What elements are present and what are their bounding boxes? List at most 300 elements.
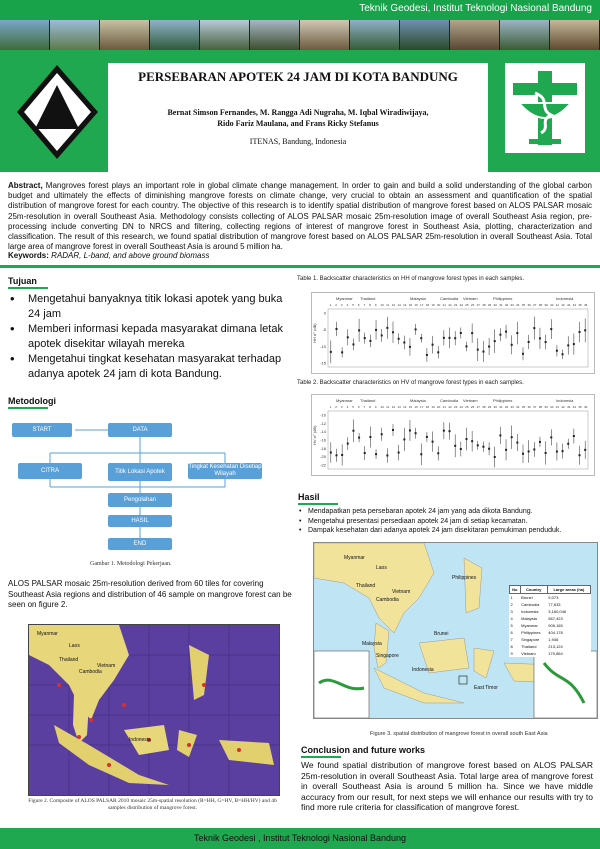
sample-number: 26 xyxy=(470,405,475,409)
table2-chart-svg xyxy=(312,395,594,475)
plot-frame xyxy=(328,411,588,469)
sample-mean-marker xyxy=(352,343,354,345)
table-row xyxy=(510,608,591,615)
table-row xyxy=(510,601,591,608)
table-header: Country xyxy=(520,586,547,594)
sample-number: 26 xyxy=(470,303,475,307)
country-label: Indonesia xyxy=(556,296,574,301)
map-label: Indonesia xyxy=(129,737,151,743)
sample-number: 27 xyxy=(476,405,480,409)
sample-number: 33 xyxy=(510,405,514,409)
alos-paragraph: ALOS PALSAR mosaic 25m-resolution derived from 60 tiles for covering Southeast Asia regions and distribution of 46 sample on mangrove forest can be seen on figure 2. xyxy=(8,579,292,609)
sample-number: 4 xyxy=(346,405,349,409)
flow-box-end: END xyxy=(108,538,172,550)
sample-mean-marker xyxy=(499,334,501,336)
table-cell: 905,165 xyxy=(548,623,563,628)
map-label: Indonesia xyxy=(412,667,434,673)
photo-tile xyxy=(0,20,50,50)
country-label: Indonesia xyxy=(556,398,574,403)
sample-mean-marker xyxy=(437,452,439,454)
sample-number: 45 xyxy=(578,405,582,409)
sample-number: 41 xyxy=(555,405,560,409)
sample-mean-marker xyxy=(528,341,530,343)
sample-number: 23 xyxy=(453,303,458,307)
table-cell: 2 xyxy=(510,602,513,607)
sample-number: 46 xyxy=(583,405,588,409)
table-cell: 1 xyxy=(510,595,513,600)
sample-number: 14 xyxy=(403,405,407,409)
list-item: • Mengetahui tingkat kesehatan masyarakat terhadap adanya apotek 24 jam di kota Bandung. xyxy=(8,352,293,381)
sample-number: 28 xyxy=(482,303,486,307)
sample-number: 44 xyxy=(572,303,577,307)
y-tick-label: 0 xyxy=(323,310,326,316)
sample-mean-marker xyxy=(443,430,445,432)
sample-mean-marker xyxy=(482,351,484,353)
photo-strip xyxy=(0,20,600,50)
sample-mean-marker xyxy=(465,438,467,440)
map-label: Singapore xyxy=(376,653,399,659)
sample-number: 2 xyxy=(335,405,337,409)
sample-mean-marker xyxy=(403,438,405,440)
sample-number: 12 xyxy=(391,303,396,307)
y-axis-label: HV σ° (dB) xyxy=(312,425,317,445)
table-row xyxy=(510,594,591,602)
photo-tile xyxy=(250,20,300,50)
sample-mean-marker xyxy=(562,450,564,452)
sample-mean-marker xyxy=(369,436,371,438)
plot-frame xyxy=(328,309,588,367)
sample-number: 30 xyxy=(493,303,497,307)
sample-mean-marker xyxy=(516,442,518,444)
photo-tile xyxy=(500,20,550,50)
sample-mean-marker xyxy=(347,443,349,445)
sample-number: 25 xyxy=(465,405,469,409)
photo-tile xyxy=(550,20,600,50)
sample-mean-marker xyxy=(556,451,558,453)
sample-number: 5 xyxy=(352,303,354,307)
sample-number: 10 xyxy=(380,405,384,409)
map-label: Brunei xyxy=(434,631,449,637)
table-cell: 9,073 xyxy=(548,595,559,600)
sample-mean-marker xyxy=(567,344,569,346)
table-cell: 6 xyxy=(510,630,513,635)
sample-number: 8 xyxy=(369,405,371,409)
map-label: Vietnam xyxy=(97,663,116,669)
sample-mean-marker xyxy=(335,454,337,456)
figure1-caption: Gambar 1. Metodologi Pekerjaan. xyxy=(90,561,172,567)
sample-number: 4 xyxy=(346,303,349,307)
sample-mean-marker xyxy=(341,454,343,456)
sample-mean-marker xyxy=(432,441,434,443)
map-label: East Timor xyxy=(474,685,498,691)
map-label: Myanmar xyxy=(37,631,58,637)
y-tick-label: -16 xyxy=(320,437,326,443)
sample-mean-marker xyxy=(516,332,518,334)
sample-mean-marker xyxy=(545,341,547,343)
photo-tile xyxy=(50,20,100,50)
methodology-flowchart xyxy=(10,415,290,560)
table-cell: 404,178 xyxy=(548,630,563,635)
photo-tile xyxy=(100,20,150,50)
sample-mean-marker xyxy=(415,432,417,434)
sample-mean-marker xyxy=(494,456,496,458)
sample-number: 32 xyxy=(504,303,509,307)
sample-number: 19 xyxy=(431,405,435,409)
sample-mean-marker xyxy=(511,344,513,346)
sample-number: 35 xyxy=(521,405,526,409)
sample-number: 38 xyxy=(538,303,543,307)
table-row xyxy=(510,643,591,650)
table-cell: Brunei xyxy=(521,595,533,600)
table-cell: 213,124 xyxy=(548,644,563,649)
table-cell: 567,423 xyxy=(548,616,563,621)
sample-number: 34 xyxy=(516,405,520,409)
sample-number: 35 xyxy=(521,303,526,307)
section-divider xyxy=(0,265,600,268)
sample-mean-marker xyxy=(409,429,411,431)
sample-number: 11 xyxy=(386,405,390,409)
sample-mean-marker xyxy=(358,437,360,439)
sample-mean-marker xyxy=(539,337,541,339)
sample-number: 36 xyxy=(527,405,531,409)
sample-number: 22 xyxy=(448,303,452,307)
sample-mean-marker xyxy=(488,346,490,348)
sample-mean-marker xyxy=(522,453,524,455)
y-tick-label: -12 xyxy=(320,420,326,426)
sample-number: 18 xyxy=(425,405,430,409)
photo-tile xyxy=(150,20,200,50)
sample-number: 20 xyxy=(437,405,441,409)
sample-mean-marker xyxy=(358,329,360,331)
sample-number: 39 xyxy=(544,405,548,409)
sample-mean-marker xyxy=(488,448,490,450)
sample-mean-marker xyxy=(522,353,524,355)
sample-mean-marker xyxy=(443,337,445,339)
figure3-caption: Figure 3. spatial distribution of mangrove forest in overall south East Asia xyxy=(370,731,548,737)
map-label: Laos xyxy=(69,643,80,649)
sample-mean-marker xyxy=(465,345,467,347)
sample-number: 31 xyxy=(499,405,503,409)
sample-mean-marker xyxy=(375,329,377,331)
table1-chart-svg xyxy=(312,293,594,373)
sample-number: 42 xyxy=(561,405,565,409)
sample-number: 10 xyxy=(380,303,384,307)
sample-mean-marker xyxy=(330,452,332,454)
figure2-map-graphic xyxy=(29,625,279,795)
figure2-caption: Figure 2. Composite of ALOS PALSAR 2010 mosaic 25m-spatial resolution (R=HH, G=HV, B=HH/HV) and 46 samples distribution of mangrove forest. xyxy=(28,798,277,811)
country-label: Philippines xyxy=(493,296,513,301)
table2-chart xyxy=(311,394,595,476)
sample-mean-marker xyxy=(573,343,575,345)
sample-number: 7 xyxy=(363,405,366,409)
country-label: Thailand xyxy=(360,296,376,301)
table-cell: 7 xyxy=(510,637,513,642)
sample-mean-marker xyxy=(454,445,456,447)
sample-number: 12 xyxy=(391,405,396,409)
y-tick-label: -15 xyxy=(320,360,326,366)
flow-box-start: START xyxy=(12,423,72,437)
sample-mean-marker xyxy=(449,337,451,339)
tujuan-list xyxy=(8,292,293,382)
map-label: Myanmar xyxy=(344,555,365,561)
poster-title: PERSEBARAN APOTEK 24 JAM DI KOTA BANDUNG xyxy=(138,69,458,84)
sample-mean-marker xyxy=(545,452,547,454)
sample-mean-marker xyxy=(347,336,349,338)
sample-number: 38 xyxy=(538,405,543,409)
sample-number: 9 xyxy=(374,303,377,307)
y-tick-label: -10 xyxy=(320,412,326,418)
sample-number: 11 xyxy=(386,303,390,307)
sample-number: 43 xyxy=(567,303,571,307)
map-label: Laos xyxy=(376,565,387,571)
flow-box-data: DATA xyxy=(108,423,172,437)
sample-number: 23 xyxy=(453,405,458,409)
sample-mean-marker xyxy=(335,328,337,330)
sample-mean-marker xyxy=(528,450,530,452)
sample-mean-marker xyxy=(579,454,581,456)
table-cell: Malaysia xyxy=(521,616,537,621)
affiliation: ITENAS, Bandung, Indonesia xyxy=(249,137,347,146)
sample-mean-marker xyxy=(573,435,575,437)
sample-mean-marker xyxy=(432,344,434,346)
map-label: Philippines xyxy=(452,575,477,581)
sample-number: 17 xyxy=(420,303,424,307)
table1-chart xyxy=(311,292,595,374)
sample-number: 1 xyxy=(329,405,332,409)
sample-number: 6 xyxy=(357,405,360,409)
sample-number: 22 xyxy=(448,405,452,409)
flow-box-tingkat-kesehatan: Tingkat Kesehatan Disetiap Wilayah xyxy=(188,464,262,477)
sample-mean-marker xyxy=(579,331,581,333)
flow-box-hasil: HASIL xyxy=(108,515,172,527)
sample-mean-marker xyxy=(386,327,388,329)
sample-number: 3 xyxy=(340,405,343,409)
table-row xyxy=(510,615,591,622)
sample-mean-marker xyxy=(550,436,552,438)
table-header: No xyxy=(510,586,521,594)
table-cell: 77,633 xyxy=(548,602,561,607)
sample-number: 21 xyxy=(442,303,447,307)
sample-number: 1 xyxy=(329,303,332,307)
sample-mean-marker xyxy=(460,332,462,334)
sample-number: 2 xyxy=(335,303,337,307)
sample-mean-marker xyxy=(460,448,462,450)
sample-number: 37 xyxy=(533,405,537,409)
sample-mean-marker xyxy=(415,328,417,330)
country-label: Myanmar xyxy=(336,296,353,301)
sample-number: 20 xyxy=(437,303,441,307)
photo-tile xyxy=(350,20,400,50)
sample-number: 37 xyxy=(533,303,537,307)
sample-number: 33 xyxy=(510,303,514,307)
country-label: Vietnam xyxy=(463,398,478,403)
sample-mean-marker xyxy=(454,337,456,339)
sample-number: 16 xyxy=(414,303,418,307)
hasil-heading: Hasil xyxy=(298,492,338,505)
table-row xyxy=(510,622,591,629)
sample-mean-marker xyxy=(567,443,569,445)
tujuan-heading: Tujuan xyxy=(8,276,48,289)
sample-number: 39 xyxy=(544,303,548,307)
photo-tile xyxy=(400,20,450,50)
sample-number: 8 xyxy=(369,303,371,307)
sample-mean-marker xyxy=(364,452,366,454)
country-label: Cambodia xyxy=(440,398,459,403)
sample-number: 16 xyxy=(414,405,418,409)
sample-mean-marker xyxy=(550,328,552,330)
country-label: Thailand xyxy=(360,398,376,403)
sample-mean-marker xyxy=(426,354,428,356)
map-label: Malaysia xyxy=(362,641,382,647)
y-tick-label: -20 xyxy=(320,454,326,460)
sample-number: 14 xyxy=(403,303,407,307)
figure2-map xyxy=(28,624,280,796)
sample-number: 5 xyxy=(352,405,354,409)
sample-mean-marker xyxy=(420,453,422,455)
sample-mean-marker xyxy=(398,452,400,454)
list-item: • Mengetahui banyaknya titik lokasi apotek yang buka 24 jam xyxy=(8,292,293,321)
sample-mean-marker xyxy=(381,433,383,435)
sample-number: 13 xyxy=(397,405,401,409)
list-item: • Dampak kesehatan dari adanya apotek 24 jam disekitaran pemukiman penduduk. xyxy=(298,526,598,536)
sample-number: 29 xyxy=(487,303,492,307)
sample-number: 40 xyxy=(550,405,554,409)
flow-box-titik-lokasi: Titik Lokasi Apotek xyxy=(108,463,172,481)
table-cell: 8 xyxy=(510,644,513,649)
footer-text: Teknik Geodesi , Institut Teknologi Nasional Bandung xyxy=(194,833,406,843)
table-cell: 170,864 xyxy=(548,651,563,656)
sample-mean-marker xyxy=(341,351,343,353)
sample-number: 40 xyxy=(550,303,554,307)
flow-box-pengolahan: Pengolahan xyxy=(108,493,172,507)
sample-number: 3 xyxy=(340,303,343,307)
sample-number: 30 xyxy=(493,405,497,409)
sample-number: 25 xyxy=(465,303,469,307)
list-item: • Memberi informasi kepada masyarakat dimana letak apotek disekitar wilayah mereka xyxy=(8,322,293,351)
sample-mean-marker xyxy=(409,346,411,348)
sample-number: 42 xyxy=(561,303,565,307)
country-label: Philippines xyxy=(493,398,513,403)
sample-mean-marker xyxy=(505,449,507,451)
sample-number: 24 xyxy=(459,405,463,409)
sample-mean-marker xyxy=(511,436,513,438)
sample-mean-marker xyxy=(471,440,473,442)
map-label: Thailand xyxy=(59,657,79,663)
sample-mean-marker xyxy=(392,331,394,333)
map-label: Thailand xyxy=(356,583,376,589)
sample-mean-marker xyxy=(533,448,535,450)
table-cell: Indonesia xyxy=(521,609,539,614)
table-cell: Myanmar xyxy=(521,623,538,628)
sample-mean-marker xyxy=(584,329,586,331)
sample-mean-marker xyxy=(426,436,428,438)
country-label: Malaysia xyxy=(410,296,426,301)
keywords-label: Keywords: xyxy=(8,251,49,260)
sample-number: 36 xyxy=(527,303,531,307)
table-cell: 3 xyxy=(510,609,513,614)
y-tick-label: -22 xyxy=(320,462,326,468)
y-tick-label: -10 xyxy=(320,343,326,349)
footer-bar xyxy=(0,828,600,849)
sample-number: 45 xyxy=(578,303,582,307)
authors-line: Rido Fariz Maulana, and Frans Ricky Stefanus xyxy=(217,119,379,128)
y-tick-label: -5 xyxy=(322,327,326,333)
sample-number: 43 xyxy=(567,405,571,409)
sample-number: 15 xyxy=(408,303,413,307)
table-row xyxy=(510,636,591,643)
sample-mean-marker xyxy=(477,349,479,351)
sample-mean-marker xyxy=(381,334,383,336)
table-cell: Philippines xyxy=(521,630,541,635)
sample-mean-marker xyxy=(352,430,354,432)
photo-tile xyxy=(300,20,350,50)
sample-mean-marker xyxy=(369,340,371,342)
sample-number: 44 xyxy=(572,405,577,409)
sample-mean-marker xyxy=(584,449,586,451)
map-label: Cambodia xyxy=(376,597,399,603)
sample-mean-marker xyxy=(398,338,400,340)
abstract-text: Mangroves forest plays an important role in global climate change management. In order to gain and build a solid understanding of the global carbon budget and ultimately the effects of diminishing mangrove forests on climate change, very crucial to obtain an assessment and quantification of the spatial distribution of mangrove forest for each country. The objective of this research is to identify spatial distribution of mangrove forest based on ALOS PALSAR mosaic 25m-resolution in overall Southeast Asia. Methodology consists collecting of ALOS PALSAR mosaic 25m-resolution image of overall Southeast Asia region, pre-processing include converting DN to NRCS and filtering, collecting regions of interest of mangrove forest in Southeast Asia, plotting, characterization and classification. The result of this research, we found spatial distribution of mangrove forest based on ALOS PALSAR 25m-resolution in overall Southeast Asia. Total large area of mangrove forest in overall Southeast Asia is around 5 million ha. xyxy=(8,181,592,252)
y-axis-label: HH σ° (dB) xyxy=(312,323,317,343)
country-label: Cambodia xyxy=(440,296,459,301)
sample-number: 24 xyxy=(459,303,463,307)
table-cell: Singapore xyxy=(521,637,540,642)
sample-mean-marker xyxy=(477,444,479,446)
sample-mean-marker xyxy=(539,441,541,443)
sample-mean-marker xyxy=(364,337,366,339)
sample-mean-marker xyxy=(533,327,535,329)
sample-mean-marker xyxy=(562,353,564,355)
sample-number: 34 xyxy=(516,303,520,307)
figure3-map xyxy=(313,542,598,719)
sample-mean-marker xyxy=(494,340,496,342)
list-item: • Mengetahui presentasi persediaan apotek 24 jam di setiap kecamatan. xyxy=(298,517,598,527)
photo-tile xyxy=(200,20,250,50)
conclusion-heading: Conclusion and future works xyxy=(301,745,425,758)
sample-mean-marker xyxy=(420,337,422,339)
sample-mean-marker xyxy=(449,430,451,432)
sample-number: 13 xyxy=(397,303,401,307)
sample-number: 18 xyxy=(425,303,430,307)
sample-number: 27 xyxy=(476,303,480,307)
sample-mean-marker xyxy=(471,332,473,334)
title-box xyxy=(108,63,488,176)
author-list xyxy=(118,107,478,129)
map-label: Cambodia xyxy=(79,669,102,675)
sample-mean-marker xyxy=(505,331,507,333)
top-bar xyxy=(0,0,600,20)
sample-mean-marker xyxy=(556,350,558,352)
sample-number: 9 xyxy=(374,405,377,409)
table-cell: Vietnam xyxy=(521,651,536,656)
y-tick-label: -18 xyxy=(320,445,326,451)
sample-mean-marker xyxy=(482,446,484,448)
authors-line: Bernat Simson Fernandes, M. Rangga Adi Nugraha, M. Iqbal Wiradiwijaya, xyxy=(167,108,429,117)
table-cell: 4 xyxy=(510,616,513,621)
flow-box-citra: CITRA xyxy=(18,463,82,479)
keywords-text: RADAR, L-band, and above ground biomass xyxy=(48,251,210,260)
table-cell: 9 xyxy=(510,651,513,656)
metodologi-heading: Metodologi xyxy=(8,396,56,409)
sample-number: 19 xyxy=(431,303,435,307)
country-label: Myanmar xyxy=(336,398,353,403)
sample-mean-marker xyxy=(392,429,394,431)
keywords xyxy=(8,251,209,260)
photo-tile xyxy=(450,20,500,50)
sample-mean-marker xyxy=(330,351,332,353)
institution-label: Teknik Geodesi, Institut Teknologi Nasional Bandung xyxy=(359,3,592,14)
sample-mean-marker xyxy=(437,351,439,353)
